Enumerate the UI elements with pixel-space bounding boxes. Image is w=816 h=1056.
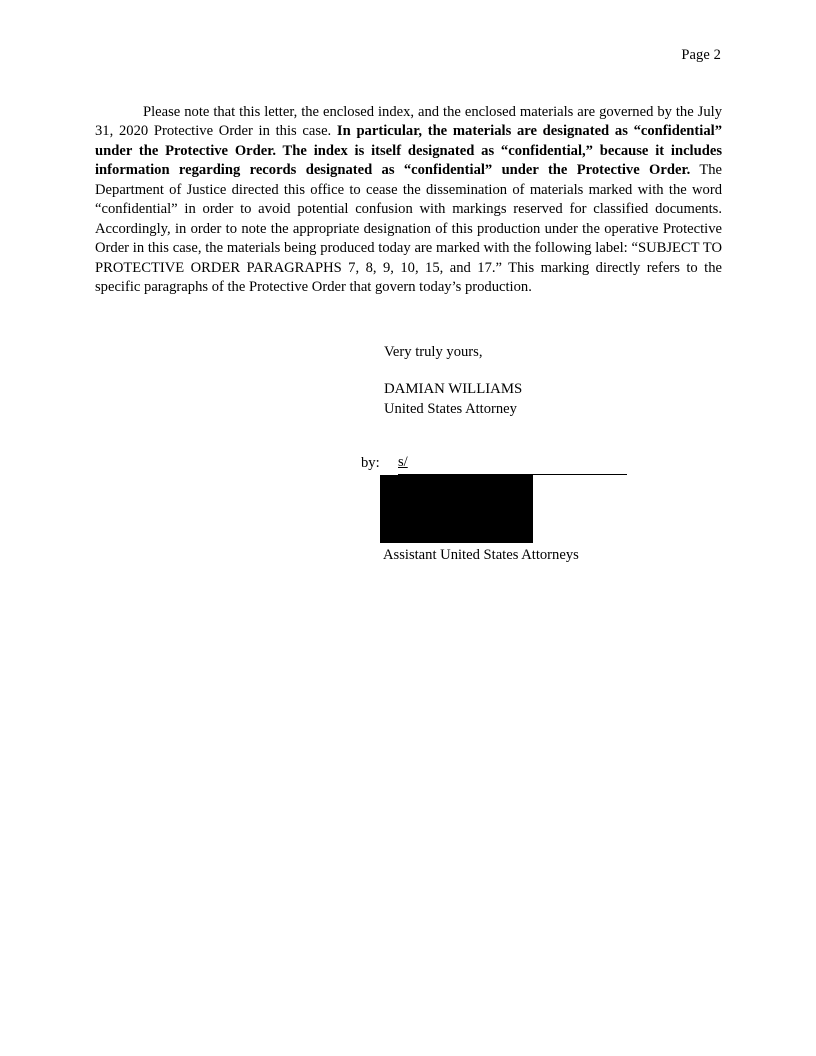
page-number: Page 2 xyxy=(681,47,721,63)
electronic-signature-mark: s/ xyxy=(398,454,408,470)
body-paragraph-block xyxy=(95,103,722,298)
paragraph-text-part-two: The Department of Justice directed this office to cease the dissemination of materials marked with the word “confidential” in order to avoid potential confusion with markings reserved for classified documents. Accordingly, in order to note the appropriate designation of this production under the operative Protective Order in this case, the materials being produced today are marked with the following label: “SUBJECT TO PROTECTIVE ORDER PARAGRAPHS 7, 8, 9, 10, 15, and 17.” This marking directly refers to the specific paragraphs of the Protective Order that govern today’s production. xyxy=(95,162,723,296)
signer-title: United States Attorney xyxy=(384,401,517,417)
paragraph-text-part-one: Please note that this letter, the enclosed index, and the enclosed materials are governed by the July 31, 2020 Protective Order in this case. xyxy=(95,104,722,140)
closing-salutation: Very truly yours, xyxy=(384,344,483,360)
assistant-attorneys-label: Assistant United States Attorneys xyxy=(383,547,579,563)
body-paragraph xyxy=(95,103,722,298)
redaction-box xyxy=(380,475,533,543)
by-label: by: xyxy=(361,455,380,471)
paragraph-text-bold: In particular, the materials are designated as “confidential” under the Protective Order. The index is itself designated as “confidential,” because it includes information regarding records designated as “confidential” under the Protective Order. xyxy=(95,123,722,179)
signer-name: DAMIAN WILLIAMS xyxy=(384,381,523,397)
